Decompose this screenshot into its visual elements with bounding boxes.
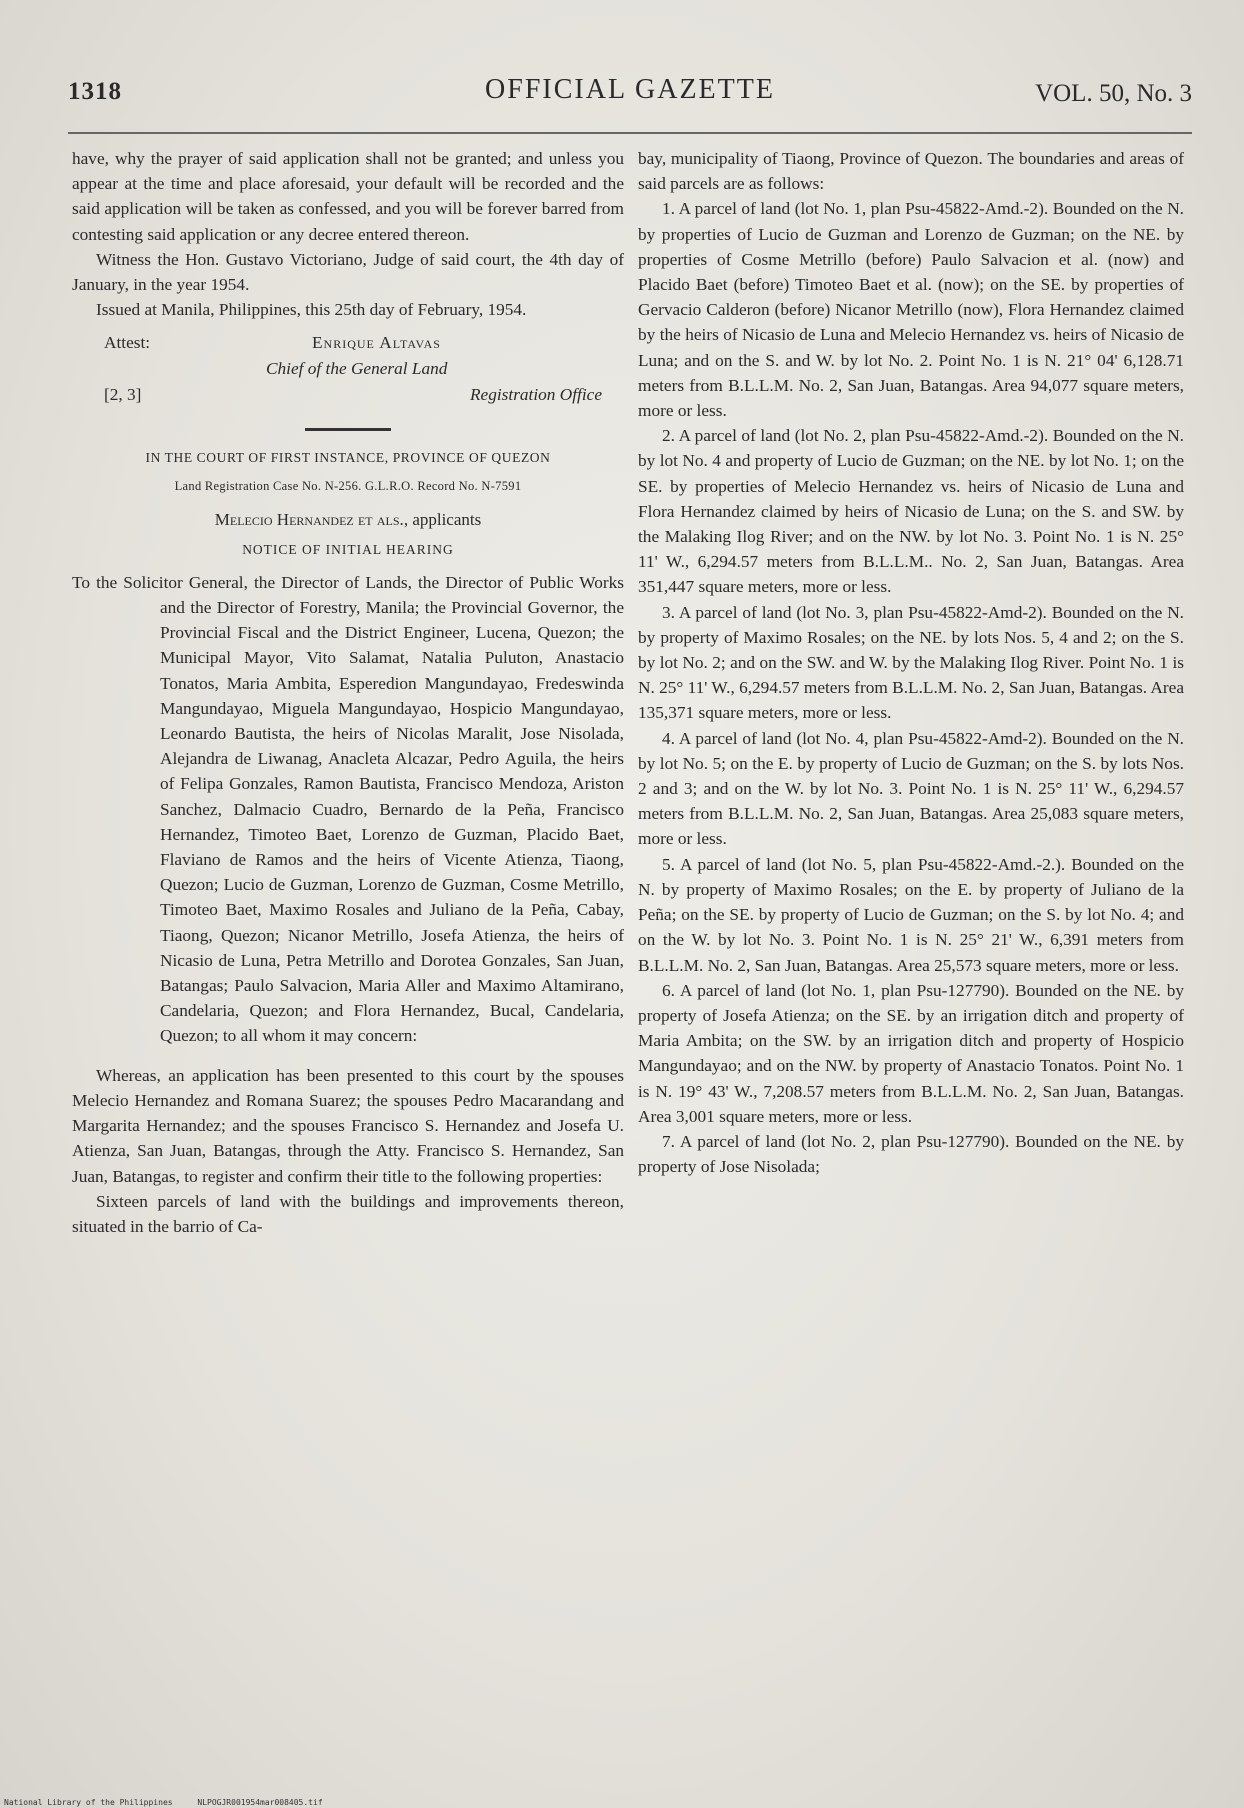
page-number: 1318: [68, 78, 122, 105]
page-header: [68, 72, 1192, 120]
attest-title-line-2: Registration Office: [470, 385, 602, 405]
witness-paragraph: Witness the Hon. Gustavo Victoriano, Judge of said court, the 4th day of January, in the year 1954.: [72, 249, 624, 295]
parcel-4: 4. A parcel of land (lot No. 4, plan Psu-45822-Amd-2). Bounded on the N. by lot No. 5; on the E. by property of Lucio de Guzman; on the S. by lots Nos. 2 and 3; and on the W. by lot No. 3. Point No. 1 is N. 25° 11' W., 6,294.57 meters from B.L.L.M. No. 2, San Juan, Batangas. Area 25,083 square meters, more or less.: [638, 728, 1184, 849]
parcel-5: 5. A parcel of land (lot No. 5, plan Psu-45822-Amd.-2.). Bounded on the N. by property of Maximo Rosales; on the E. by property of Juliano de la Peña; on the SE. by property of Lucio de Guzman; on the S. by lot No. 4; and on the W. by lot No. 3. Point No. 1 is N. 25° 21' W., 6,391 meters from B.L.L.M. No. 2, San Juan, Batangas. Area 25,573 square meters, more or less.: [638, 854, 1184, 975]
court-heading: IN THE COURT OF FIRST INSTANCE, PROVINCE OF QUEZON: [145, 450, 551, 466]
parcel-1: 1. A parcel of land (lot No. 1, plan Psu-45822-Amd.-2). Bounded on the N. by properties of Lucio de Guzman and Lorenzo de Guzman; on the NE. by properties of Cosme Metrillo (before) Paulo Salvacion et al. (now) and Placido Baet (before) Timoteo Baet et al. (now); on the SE. by properties of Gervacio Calderon (before) Nicanor Metrillo (now), Flora Hernandez claimed by the heirs of Nicasio de Luna and Melecio Hernandez vs. heirs of Nicasio de Luna; and on the S. and W. by lot No. 2. Point No. 1 is N. 21° 04' 6,128.71 meters from B.L.L.M. No. 2, San Juan, Batangas. Area 94,077 square meters, more or less.: [638, 199, 1184, 421]
applicants-name: Melecio Hernandez et als.: [214, 510, 404, 530]
attest-title-line-1: Chief of the General Land: [266, 359, 448, 379]
attest-name: Enrique Altavas: [312, 333, 441, 353]
applicants-suffix: , applicants: [403, 510, 482, 530]
sixteen-parcels-paragraph: Sixteen parcels of land with the buildings and improvements thereon, situated in the barrio of Ca-: [72, 1191, 624, 1236]
parcel-2: 2. A parcel of land (lot No. 2, plan Psu-45822-Amd.-2). Bounded on the N. by lot No. 4 and property of Lucio de Guzman; on the NE. by lot No. 1; on the SE. by properties of Melecio Hernandez vs. heirs of Nicasio de Luna and Flora Hernandez claimed by heirs of Nicasio de Luna; on the S. and SW. by the Malaking Ilog River; and on the NW. by lot No. 3. Point No. 1 is N. 25° 11' W., 6,294.57 meters from B.L.L.M.. No. 2, San Juan, Batangas. Area 351,447 square meters, more or less.: [638, 426, 1184, 597]
parcel-7: 7. A parcel of land (lot No. 2, plan Psu-127790). Bounded on the NE. by property of Jose Nisolada;: [638, 1131, 1184, 1177]
scan-filename: NLPOGJR001954mar008405.tif: [197, 1798, 323, 1807]
right-column: [638, 146, 1184, 1179]
issue-code: [2, 3]: [104, 385, 142, 405]
notice-heading: NOTICE OF INITIAL HEARING: [242, 541, 454, 557]
publication-title: OFFICIAL GAZETTE: [485, 74, 775, 105]
scan-footer: [4, 1798, 343, 1807]
issued-paragraph: Issued at Manila, Philippines, this 25th day of February, 1954.: [96, 300, 527, 320]
left-column: [72, 146, 624, 1239]
addressees-paragraph: To the Solicitor General, the Director of Lands, the Director of Public Works and the Director of Forestry, Manila; the Provincial Governor, the Provincial Fiscal and the District Engineer, Lucena, Quezon; the Municipal Mayor, Vito Salamat, Natalia Puluton, Anastacio Tonatos, Maria Ambita, Esperedion Mangundayao, Fredeswinda Mangundayao, Miguela Mangundayao, Hospicio Mangundayao, Leonardo Bautista, the heirs of Nicolas Maralit, Jose Nisolada, Alejandra de Liwanag, Anacleta Alcazar, Pedro Aguila, the heirs of Felipa Gonzales, Ramon Bautista, Francisco Mendoza, Ariston Sanchez, Dalmacio Cuadro, Bernardo de la Peña, Francisco Hernandez, Timoteo Baet, Lorenzo de Guzman, Placido Baet, Flaviano de Ramos and the heirs of Vicente Atienza, Tiaong, Quezon; Lucio de Guzman, Lorenzo de Guzman, Cosme Metrillo, Timoteo Baet, Maximo Rosales and Juliano de la Peña, Cabay, Tiaong, Quezon; Nicanor Metrillo, Josefa Atienza, the heirs of Nicasio de Luna, Petra Metrillo and Dorotea Gonzales, San Juan, Batangas; Paulo Salvacion, Maria Aller and Maximo Altamirano, Candelaria, Quezon; and Flora Hernandez, Bucal, Candelaria, Quezon; to all whom it may concern:: [72, 572, 624, 1046]
case-number: Land Registration Case No. N-256. G.L.R.O. Record No. N-7591: [174, 479, 522, 494]
attestation-block: [72, 330, 624, 408]
parcel-6: 6. A parcel of land (lot No. 1, plan Psu-127790). Bounded on the NE. by property of Josefa Atienza; on the SE. by an irrigation ditch and property of Maria Ambita; on the SW. by an irrigation ditch and property of Hospicio Mangundayao; and on the NW. by property of Anastacio Tonatos. Point No. 1 is N. 19° 43' W., 7,208.57 meters from B.L.L.M. No. 2, San Juan, Batangas. Area 3,001 square meters, more or less.: [638, 980, 1184, 1126]
header-rule: [68, 132, 1192, 134]
section-separator: [305, 428, 391, 431]
parcel-3: 3. A parcel of land (lot No. 3, plan Psu-45822-Amd-2). Bounded on the N. by property of Maximo Rosales; on the NE. by lots Nos. 5, 4 and 2; on the S. by lot No. 2; and on the SW. and W. by the Malaking Ilog River. Point No. 1 is N. 25° 11' W., 6,294.57 meters from B.L.L.M. No. 2, San Juan, Batangas. Area 135,371 square meters, more or less.: [638, 602, 1184, 723]
attest-label: Attest:: [104, 333, 151, 353]
whereas-paragraph: Whereas, an application has been presented to this court by the spouses Melecio Hernandez and Romana Suarez; the spouses Pedro Macarandang and Margarita Hernandez; and the spouses Francisco S. Hernandez and Josefa U. Atienza, San Juan, Batangas, through the Atty. Francisco S. Hernandez, San Juan, Batangas, to register and confirm their title to the following properties:: [72, 1065, 624, 1186]
library-credit: National Library of the Philippines: [4, 1798, 173, 1807]
right-paragraph-intro: bay, municipality of Tiaong, Province of Quezon. The boundaries and areas of said parcels are as follows:: [638, 149, 1184, 194]
left-paragraph-1: have, why the prayer of said application shall not be granted; and unless you appear at the time and place aforesaid, your default will be recorded and the said application will be taken as confessed, and you will be forever barred from contesting said application or any decree entered thereon.: [72, 149, 624, 244]
volume-number: VOL. 50, No. 3: [1035, 80, 1192, 107]
applicants-line: [72, 507, 624, 532]
